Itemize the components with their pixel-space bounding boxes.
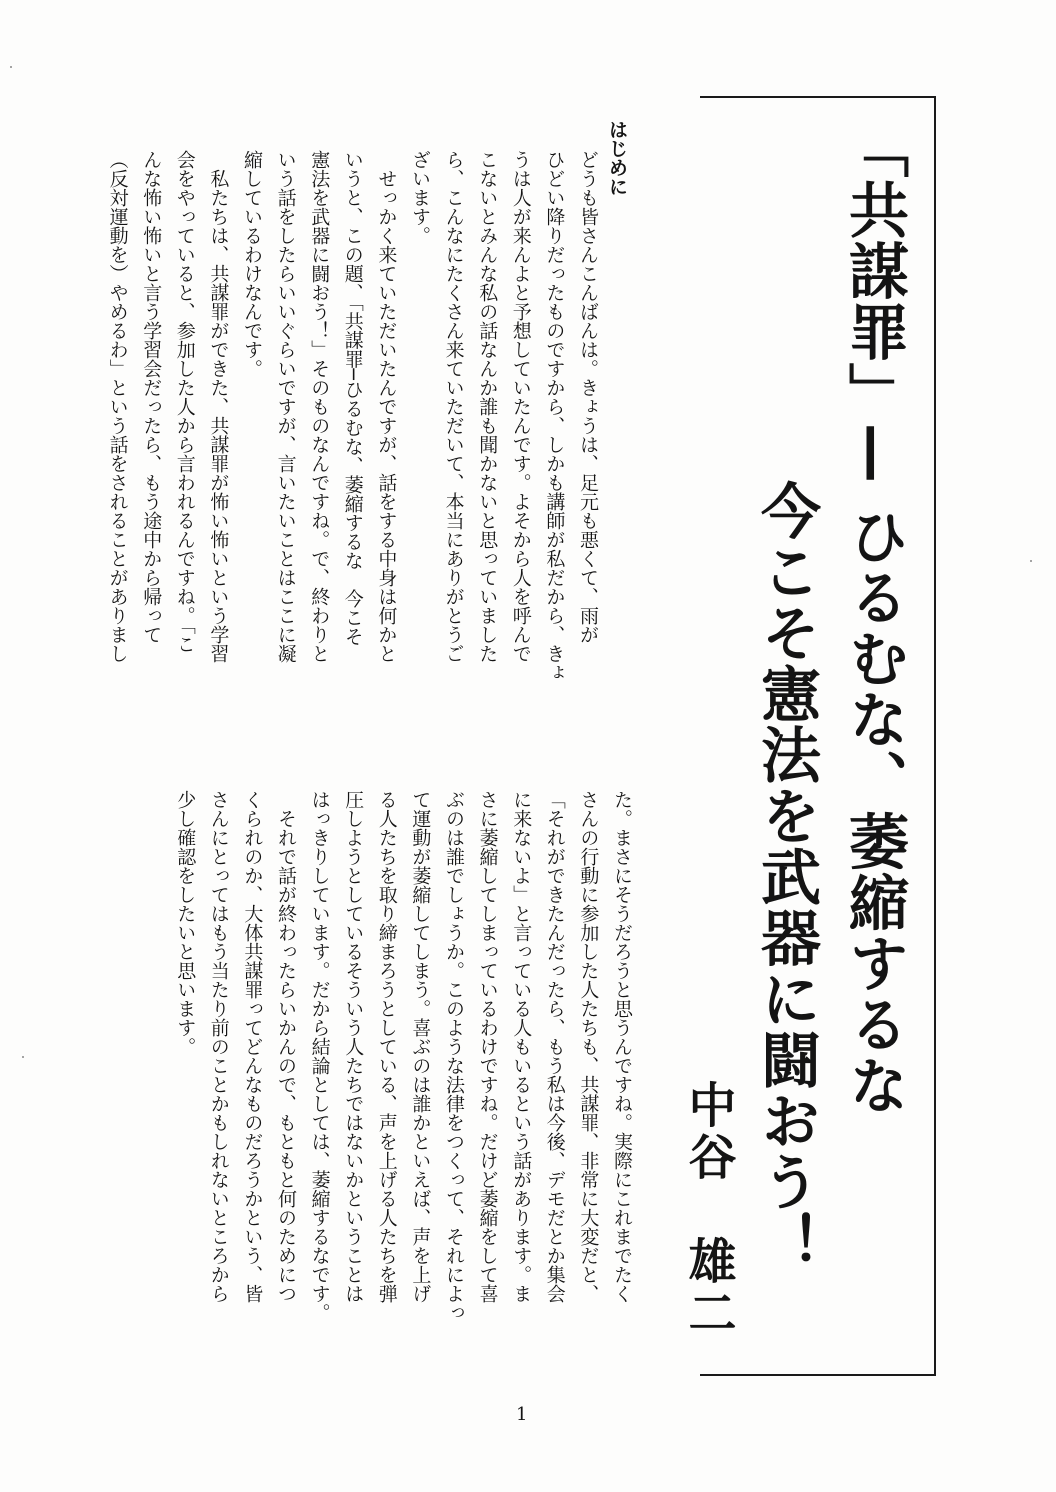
author-name: 中谷 雄二 [680,1080,736,1340]
upper-text-column: うは人が来んよと予想していたんです。よそから人を呼んで [509,150,532,663]
lower-text-column: さんにとってはもう当たり前のことかもしれないところから [207,790,230,1303]
upper-text-column: ひどい降りだったものですから、しかも講師が私だから、きょ [543,150,566,682]
lower-text-column: はっきりしています。だから結論としては、萎縮するなです。 [308,790,331,1322]
upper-text-column: こないとみんな私の話なんか誰も聞かないと思っていました [476,150,499,663]
scan-speck [22,1056,24,1058]
lower-text-column: 「それができたんだったら、もう私は今後、デモだとか集会 [543,790,566,1303]
upper-text-column: どうも皆さんこんばんは。きょうは、足元も悪くて、雨が [577,150,599,644]
lower-text-column: 圧しようとしているそういう人たちではないかということは [342,790,365,1303]
lower-text-column: 少し確認をしたいと思います。 [174,790,197,1056]
lower-text-column: た。まさにそうだろうと思うんですね。実際にこれまでたく [611,790,633,1303]
lower-text-column: くられのか、大体共謀罪ってどんなものだろうかという、皆 [241,790,264,1303]
lower-text-column: さに萎縮してしまっているわけですね。だけど萎縮をして喜 [476,790,499,1303]
article-title: 「共謀罪」— ひるむな、萎縮するな [839,118,909,1116]
upper-text-column: ら、こんなにたくさん来ていただいて、本当にありがとうご [442,150,465,663]
scan-speck [10,66,12,68]
upper-text-column: 会をやっていると、参加した人から言われるんですね。「こ [173,150,196,654]
lower-text-column: ぶのは誰でしょうか。このような法律をつくって、それによっ [443,790,465,1322]
section-heading: はじめに [606,120,628,196]
article-subtitle: 今こそ憲法を武器に闘おう！ [751,480,821,1273]
upper-text-column: いうと、この題、「共謀罪─ひるむな、萎縮するな 今こそ [341,150,364,646]
lower-text-column: に来ないよ」と言っている人もいるという話があります。ま [510,790,533,1303]
upper-text-column: せっかく来ていただいたんですが、話をする中身は何かと [375,150,398,663]
upper-text-column: 憲法を武器に闘おう！」そのものなんですね。で、終わりと [308,150,331,663]
upper-text-column: んな怖い怖いと言う学習会だったら、もう途中から帰って [140,150,163,644]
upper-text-column: 縮しているわけなんです。 [241,150,263,378]
upper-text-column: （反対運動を）やめるわ」という話をされることがありまし [106,150,129,663]
scan-speck [1030,560,1032,562]
lower-text-column: それで話が終わったらいかんので、もともと何のためにつ [275,790,297,1303]
upper-text-column: ざいます。 [409,150,431,245]
upper-text-column: 私たちは、共謀罪ができた、共謀罪が怖い怖いという学習 [207,150,230,663]
lower-text-column: さんの行動に参加した人たちも、共謀罪、非常に大変だと、 [577,790,600,1303]
lower-text-column: る人たちを取り締まろうとしている、声を上げる人たちを弾 [375,790,398,1303]
page-number: 1 [516,1404,528,1425]
lower-text-column: て運動が萎縮してしまう。喜ぶのは誰かといえば、声を上げ [409,790,432,1303]
upper-text-column: いう話をしたらいいぐらいですが、言いたいことはここに凝 [274,150,297,663]
